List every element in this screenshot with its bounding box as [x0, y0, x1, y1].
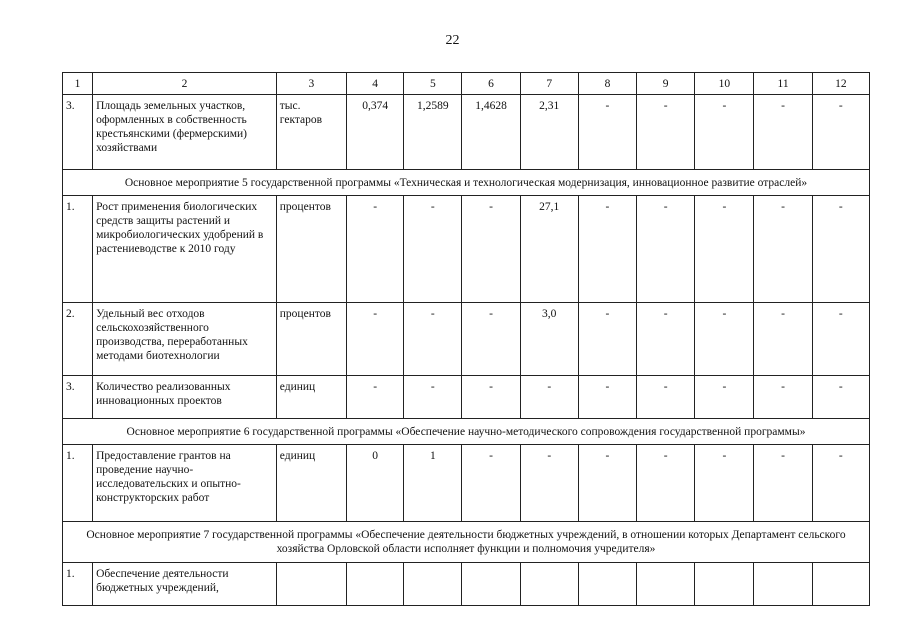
- indicators-table: [62, 72, 870, 606]
- column-header: 7: [520, 73, 578, 95]
- value-cell: -: [637, 303, 695, 376]
- value-cell: 1,2589: [404, 95, 462, 170]
- unit-cell: [276, 563, 346, 606]
- value-cell: 2,31: [520, 95, 578, 170]
- value-cell: -: [695, 303, 754, 376]
- value-cell: -: [578, 303, 636, 376]
- column-header: 9: [637, 73, 695, 95]
- row-number: 3.: [63, 376, 93, 419]
- value-cell: -: [812, 196, 869, 303]
- indicator-name: Количество реализованных инновационных проектов: [93, 376, 277, 419]
- value-cell: [754, 563, 812, 606]
- section-title: Основное мероприятие 7 государственной программы «Обеспечение деятельности бюджетных учреждений, в отношении которых Департамент сельского хозяйства Орловской области исполняет функции и полномочия учредителя»: [63, 522, 870, 563]
- value-cell: -: [754, 445, 812, 522]
- section-title: Основное мероприятие 6 государственной программы «Обеспечение научно-методического сопровождения государственной программы»: [63, 419, 870, 445]
- table-row: [63, 303, 870, 376]
- value-cell: -: [404, 196, 462, 303]
- value-cell: -: [404, 376, 462, 419]
- value-cell: 0,374: [347, 95, 404, 170]
- value-cell: -: [754, 303, 812, 376]
- table-row: [63, 563, 870, 606]
- value-cell: -: [347, 196, 404, 303]
- column-header: 12: [812, 73, 869, 95]
- value-cell: -: [695, 445, 754, 522]
- unit-cell: процентов: [276, 303, 346, 376]
- value-cell: -: [520, 445, 578, 522]
- value-cell: [578, 563, 636, 606]
- value-cell: -: [637, 376, 695, 419]
- column-header: 4: [347, 73, 404, 95]
- indicator-name: Рост применения биологических средств защиты растений и микробиологических удобрений в растениеводстве к 2010 году: [93, 196, 277, 303]
- column-header: 11: [754, 73, 812, 95]
- unit-cell: процентов: [276, 196, 346, 303]
- row-number: 1.: [63, 445, 93, 522]
- row-number: 1.: [63, 196, 93, 303]
- value-cell: -: [578, 196, 636, 303]
- row-number: 1.: [63, 563, 93, 606]
- value-cell: -: [695, 95, 754, 170]
- indicator-name: Обеспечение деятельности бюджетных учреждений,: [93, 563, 277, 606]
- value-cell: 27,1: [520, 196, 578, 303]
- value-cell: -: [637, 95, 695, 170]
- value-cell: -: [754, 95, 812, 170]
- value-cell: -: [812, 445, 869, 522]
- unit-cell: единиц: [276, 445, 346, 522]
- value-cell: -: [695, 376, 754, 419]
- value-cell: -: [637, 445, 695, 522]
- value-cell: [347, 563, 404, 606]
- column-header: 8: [578, 73, 636, 95]
- section-row: [63, 522, 870, 563]
- table-row: [63, 445, 870, 522]
- column-header: 6: [462, 73, 520, 95]
- indicator-name: Площадь земельных участков, оформленных в собственность крестьянскими (фермерскими) хозяйствами: [93, 95, 277, 170]
- value-cell: 1,4628: [462, 95, 520, 170]
- page-number: 22: [445, 33, 460, 48]
- unit-cell: единиц: [276, 376, 346, 419]
- value-cell: -: [520, 376, 578, 419]
- table-row: [63, 196, 870, 303]
- value-cell: -: [462, 376, 520, 419]
- value-cell: 3,0: [520, 303, 578, 376]
- section-row: [63, 170, 870, 196]
- value-cell: -: [462, 303, 520, 376]
- value-cell: -: [754, 196, 812, 303]
- table-row: [63, 376, 870, 419]
- value-cell: -: [578, 445, 636, 522]
- value-cell: -: [695, 196, 754, 303]
- column-header: 5: [404, 73, 462, 95]
- value-cell: -: [637, 196, 695, 303]
- value-cell: [812, 563, 869, 606]
- value-cell: -: [347, 376, 404, 419]
- value-cell: [637, 563, 695, 606]
- column-header: 3: [276, 73, 346, 95]
- value-cell: -: [578, 95, 636, 170]
- table-header-row: [63, 73, 870, 95]
- value-cell: [404, 563, 462, 606]
- value-cell: -: [812, 376, 869, 419]
- value-cell: -: [404, 303, 462, 376]
- value-cell: -: [578, 376, 636, 419]
- value-cell: 1: [404, 445, 462, 522]
- row-number: 3.: [63, 95, 93, 170]
- section-row: [63, 419, 870, 445]
- value-cell: -: [812, 303, 869, 376]
- value-cell: -: [754, 376, 812, 419]
- row-number: 2.: [63, 303, 93, 376]
- value-cell: [462, 563, 520, 606]
- indicator-name: Предоставление грантов на проведение научно-исследовательских и опытно-конструкторских работ: [93, 445, 277, 522]
- column-header: 2: [93, 73, 277, 95]
- value-cell: -: [462, 196, 520, 303]
- indicator-name: Удельный вес отходов сельскохозяйственного производства, переработанных методами биотехнологии: [93, 303, 277, 376]
- column-header: 10: [695, 73, 754, 95]
- column-header: 1: [63, 73, 93, 95]
- value-cell: -: [347, 303, 404, 376]
- section-title: Основное мероприятие 5 государственной программы «Техническая и технологическая модернизация, инновационное развитие отраслей»: [63, 170, 870, 196]
- value-cell: 0: [347, 445, 404, 522]
- unit-cell: тыс. гектаров: [276, 95, 346, 170]
- table-row: [63, 95, 870, 170]
- value-cell: [695, 563, 754, 606]
- value-cell: -: [812, 95, 869, 170]
- value-cell: [520, 563, 578, 606]
- value-cell: -: [462, 445, 520, 522]
